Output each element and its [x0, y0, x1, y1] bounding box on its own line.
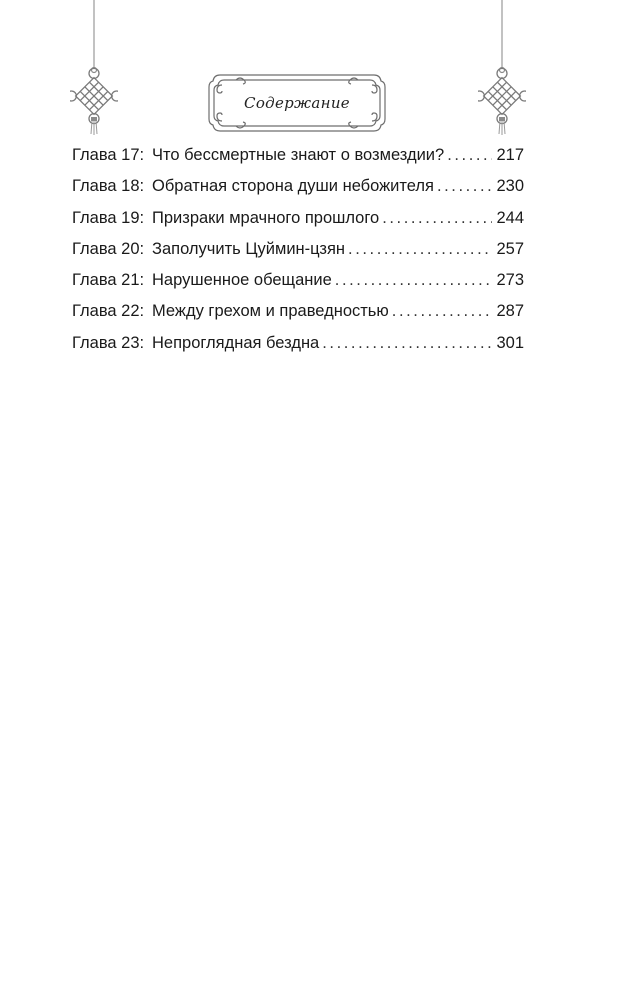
toc-page-number: 273 [496, 271, 524, 290]
endless-knot-icon [478, 0, 526, 140]
toc-page-number: 244 [496, 208, 524, 227]
toc-chapter-title: Нарушенное обещание [152, 271, 332, 290]
table-of-contents [72, 146, 524, 365]
toc-chapter-label: Глава 21: [72, 271, 145, 290]
toc-entry[interactable] [72, 146, 524, 177]
toc-entry[interactable] [72, 302, 524, 333]
toc-entry[interactable] [72, 177, 524, 208]
toc-leader-dots [382, 209, 492, 228]
toc-entry[interactable] [72, 334, 524, 365]
toc-leader-dots [437, 177, 493, 196]
toc-entry[interactable] [72, 209, 524, 240]
toc-chapter-title: Между грехом и праведностью [152, 302, 389, 321]
toc-leader-dots [335, 271, 493, 290]
toc-page-number: 257 [496, 239, 524, 258]
toc-chapter-label: Глава 22: [72, 302, 145, 321]
title-frame [206, 72, 388, 134]
toc-entry[interactable] [72, 240, 524, 271]
toc-chapter-title: Призраки мрачного прошлого [152, 208, 380, 227]
page-title: Содержание [244, 94, 350, 112]
toc-page-number: 230 [496, 177, 524, 196]
toc-chapter-title: Обратная сторона души небожителя [152, 177, 434, 196]
toc-chapter-label: Глава 18: [72, 177, 145, 196]
toc-chapter-title: Заполучить Цуймин-цзян [152, 239, 346, 258]
toc-leader-dots [322, 334, 492, 353]
toc-page-number: 217 [496, 146, 524, 164]
toc-chapter-title: Что бессмертные знают о возмездии? [152, 146, 445, 164]
toc-chapter-label: Глава 17: [72, 146, 145, 164]
toc-leader-dots [348, 240, 492, 259]
toc-chapter-label: Глава 23: [72, 333, 145, 352]
toc-page-number: 287 [496, 302, 524, 321]
toc-entry[interactable] [72, 271, 524, 302]
toc-chapter-title: Непроглядная бездна [152, 333, 320, 352]
toc-leader-dots [447, 146, 492, 165]
toc-chapter-label: Глава 20: [72, 239, 145, 258]
toc-page-number: 301 [496, 333, 524, 352]
toc-chapter-label: Глава 19: [72, 208, 145, 227]
endless-knot-icon [70, 0, 118, 140]
toc-leader-dots [392, 302, 493, 321]
